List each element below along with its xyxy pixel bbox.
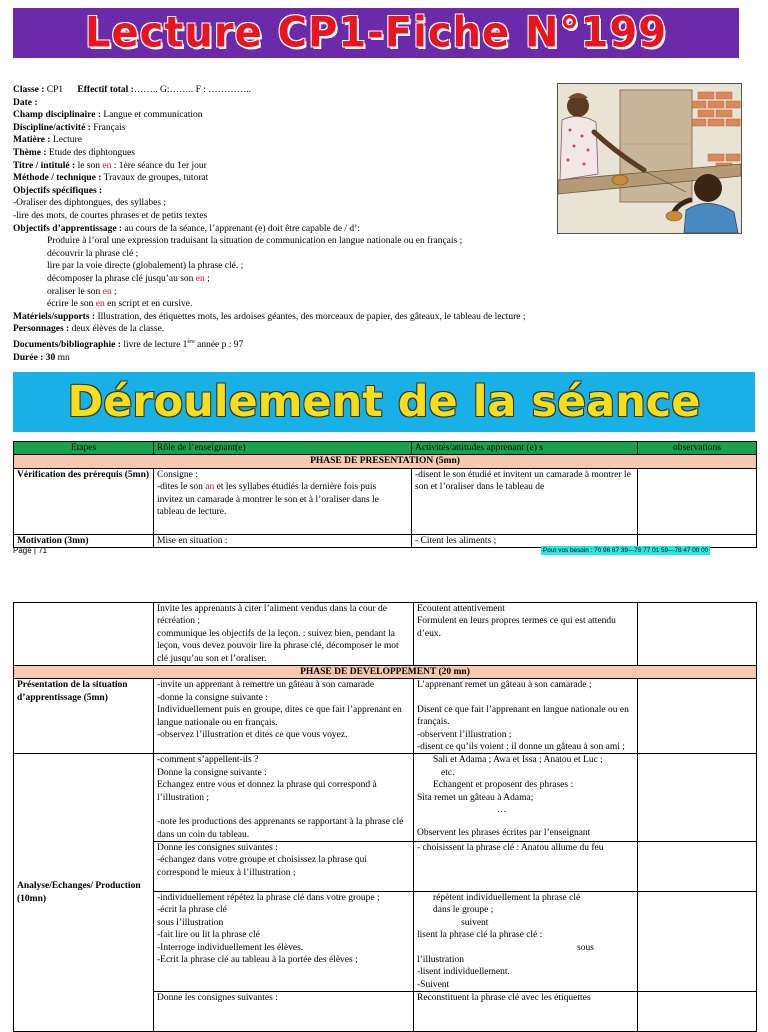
observation-cell	[638, 468, 757, 534]
teacher-cell: Donne les consignes suivantes :	[154, 992, 414, 1032]
observation-cell	[638, 679, 757, 754]
observation-cell	[638, 992, 757, 1032]
col-header-role: Rôle de l’enseignant(e)	[154, 442, 412, 455]
text-line: etc.	[441, 767, 455, 778]
info-discipline: Discipline/activité : Français	[13, 122, 126, 133]
objectif-6: écrire le son en en script et en cursive.	[47, 299, 193, 310]
text-line: -note les productions des apprenants se rapportant à la phrase clé dans un coin du tableau.	[157, 817, 404, 840]
text-line: -disent ce qu’ils voient : il donne un gâteau à son ami ;	[417, 742, 625, 753]
info-matiere: Matière : Lecture	[13, 135, 82, 146]
learner-cell	[414, 679, 638, 754]
page-title: Lecture CP1-Fiche N°199	[84, 8, 668, 58]
text-line: Consigne :	[157, 469, 198, 480]
teacher-cell	[154, 754, 414, 841]
text-line: -Interroge individuellement les élèves.	[157, 942, 304, 953]
table-row	[14, 754, 757, 841]
text-line: Ecoutent attentivement	[417, 604, 505, 614]
text-line: sous	[577, 942, 594, 953]
illustration-drawing	[558, 84, 741, 233]
text-line: l’illustration	[417, 954, 464, 965]
text-line: communique les objectifs de la leçon. : suivez bien, pendant la leçon, vous devez pouvoir lire la phrase clé, décomposer le mot clé jusqu’au son et l’oraliser.	[157, 628, 399, 664]
text-line: L’apprenant remet un gâteau à son camarade ;	[417, 680, 592, 691]
lesson-illustration	[557, 83, 742, 234]
col-header-etapes: Etapes	[14, 442, 154, 455]
info-objectifs-specifiques: Objectifs spécifiques :	[13, 185, 103, 196]
text-line: sous l’illustration	[157, 917, 224, 928]
learner-cell	[414, 754, 638, 841]
text-line: répètent individuellement la phrase clé	[433, 892, 581, 903]
info-personnages: Personnages : deux élèves de la classe.	[13, 324, 165, 335]
observation-cell	[638, 603, 757, 666]
text-line: Donne les consignes suivantes :	[157, 842, 278, 853]
lesson-info	[13, 84, 553, 364]
observation-cell	[638, 841, 757, 891]
phase-row	[14, 666, 757, 679]
text-line: Disent ce que fait l’apprenant en langue nationale ou en français.	[417, 704, 629, 728]
text-line: Sali et Adama ; Awa et Issa ; Anatou et Luc ;	[433, 755, 603, 766]
teacher-cell	[154, 841, 414, 891]
step-label: Analyse/Echanges/ Production (10mn)	[14, 754, 154, 1032]
teacher-cell	[154, 468, 412, 534]
text-line: …	[497, 805, 507, 816]
phase-developpement: PHASE DE DEVELOPPEMENT (20 mn)	[14, 666, 757, 679]
lesson-table-2	[13, 602, 757, 1032]
col-header-activites: Activités/attitudes apprenant (e) s	[412, 442, 638, 455]
contact-info: Pour vos besoin : 70 96 67 39---76 77 01 59---78 47 00 00	[543, 547, 709, 554]
text-line: -observez l’illustration et dites ce que vous voyez.	[157, 730, 348, 741]
step-label: Motivation (3mn)	[14, 534, 154, 547]
objspec-1: -Oraliser des diphtongues, des syllabes ;	[13, 198, 167, 209]
step-label: Présentation de la situation d’apprentissage (5mn)	[14, 679, 154, 754]
table-header-row	[14, 442, 757, 455]
objectif-5: oraliser le son en ;	[47, 286, 117, 297]
text-line: Invite les apprenants à citer l’aliment vendus dans la cour de récréation ;	[157, 604, 388, 627]
table-row	[14, 468, 757, 534]
text-line: -Ecrit la phrase clé au tableau à la portée des élèves ;	[157, 954, 358, 965]
text-line: -dites le son an et les syllabes étudiés la dernière fois puis	[157, 482, 377, 493]
learner-cell: Reconstituent la phrase clé avec les étiquettes	[414, 992, 638, 1032]
phase-row	[14, 455, 757, 468]
observation-cell	[638, 754, 757, 841]
step-label: Vérification des prérequis (5mn)	[14, 468, 154, 534]
learner-cell	[414, 891, 638, 991]
objectif-3: lire par la voie directe (globalement) la phrase clé. ;	[47, 261, 244, 272]
info-objectifs-apprentissage: Objectifs d’apprentissage : au cours de la séance, l’apprenant (e) doit être capable de / d’:	[13, 223, 360, 234]
learner-cell	[414, 603, 638, 666]
info-theme: Thème : Etude des diphtongues	[13, 147, 135, 158]
info-methode: Méthode / technique : Travaux de groupes, tutorat	[13, 173, 209, 184]
info-documents: Documents/bibliographie : livre de lecture 1ère année p : 97	[13, 338, 244, 351]
info-materiel: Matériels/supports : Illustration, des étiquettes mots, les ardoises géantes, des morceaux de papier, des gâteaux, le tableau de lecture ;	[13, 311, 526, 322]
table-row	[14, 603, 757, 666]
text-line: -Suivent	[417, 979, 450, 990]
title-banner	[13, 8, 739, 58]
text-line: Echangez entre vous et donnez la phrase qui correspond à l’illustration ;	[157, 780, 377, 803]
section-banner	[13, 372, 755, 432]
phase-presentation: PHASE DE PRESENTATION (5mn)	[14, 455, 757, 468]
section-title: Déroulement de la séance	[67, 377, 701, 427]
page-number: Page | 71	[13, 546, 48, 555]
learner-cell: - Citent les aliments ;	[412, 534, 638, 547]
text-line: -écrit la phrase clé	[157, 905, 227, 916]
info-duree: Durée : 30 mn	[13, 352, 70, 363]
objectif-1: Produire à l’oral une expression traduisant la situation de communication en langue nationale ou en français ;	[47, 236, 463, 247]
text-line: Echangent et proposent des phrases :	[433, 780, 574, 791]
table-row	[14, 679, 757, 754]
learner-cell: - choisissent la phrase clé : Anatou allume du feu	[414, 841, 638, 891]
text-line: -invite un apprenant à remettre un gâteau à son camarade	[157, 680, 375, 691]
text-line: suivent	[461, 917, 489, 928]
text-line: -lisent individuellement.	[417, 967, 510, 978]
text-line: Sita remet un gâteau à Adama;	[417, 792, 534, 803]
text-line: invitez un camarade à montrer le son et à l’oraliser dans le tableau de lecture.	[157, 494, 379, 518]
text-line: Individuellement puis en groupe, dites ce que fait l’apprenant en langue nationale ou en français.	[157, 705, 402, 728]
text-line: dans le groupe ;	[433, 905, 494, 916]
text-line: Observent les phrases écrites par l’enseignant	[417, 827, 591, 838]
teacher-cell	[154, 679, 414, 754]
text-line: -comment s’appellent-ils ?	[157, 755, 259, 766]
info-classe: Classe : CP1 Effectif total :…….. G:…….. F : …………..	[13, 85, 252, 95]
info-titre: Titre / intitulé : le son en : 1ère séance du 1er jour	[13, 160, 207, 171]
objectif-2: découvrir la phrase clé ;	[47, 248, 139, 259]
info-date: Date :	[13, 97, 38, 108]
observation-cell	[638, 891, 757, 991]
teacher-cell: Mise en situation :	[154, 534, 412, 547]
text-line: lisent la phrase clé la phrase clé :	[417, 930, 543, 941]
teacher-cell	[154, 891, 414, 991]
lesson-table-1	[13, 441, 757, 548]
col-header-observations: observations	[638, 442, 757, 455]
objectif-4: décomposer la phrase clé jusqu’au son en ;	[47, 273, 210, 284]
text-line: -échangez dans votre groupe et choisissez la phrase qui correspond le mieux à l’illustration ;	[157, 855, 367, 878]
text-line: -individuellement répétez la phrase clé dans votre groupe ;	[157, 892, 380, 903]
text-line: -fait lire ou lit la phrase clé	[157, 930, 260, 941]
text-line: -donne la consigne suivante :	[157, 692, 268, 703]
text-line: Formulent en leurs propres termes ce qui est attendu d’eux.	[417, 616, 616, 639]
objspec-2: -lire des mots, de courtes phrases et de petits textes	[13, 210, 208, 221]
teacher-cell	[154, 603, 414, 666]
text-line: Donne la consigne suivante :	[157, 767, 267, 778]
info-champ: Champ disciplinaire : Langue et communication	[13, 110, 203, 121]
step-label	[14, 603, 154, 666]
learner-cell: -disent le son étudié et invitent un camarade à montrer le son et l’oraliser dans le tableau de	[412, 468, 638, 534]
text-line: -observent l’illustration ;	[417, 729, 512, 740]
